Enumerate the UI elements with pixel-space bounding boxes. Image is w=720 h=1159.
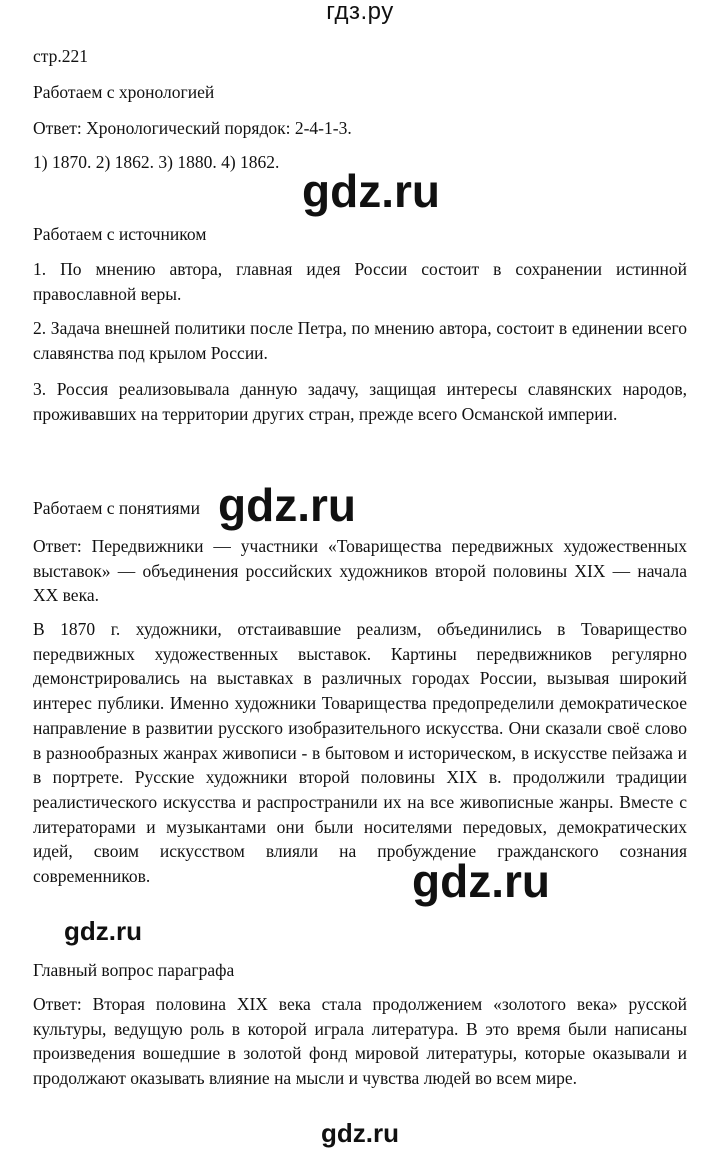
watermark-2: gdz.ru	[218, 479, 356, 531]
chronology-heading: Работаем с хронологией	[33, 82, 215, 102]
chronology-answer: Ответ: Хронологический порядок: 2-4-1-3.	[33, 118, 352, 138]
source-item-2: 2. Задача внешней политики после Петра, по мнению автора, состоит в единении всего славянства под крылом России.	[33, 318, 687, 363]
main-question-heading: Главный вопрос параграфа	[33, 960, 235, 980]
source-heading: Работаем с источником	[33, 224, 207, 244]
watermark-bottom: gdz.ru	[321, 1118, 399, 1148]
concepts-text: В 1870 г. художники, отстаивавшие реализм, объединились в Товарищество передвижных художественных выставок. Картины передвижников регулярно демонстрировались на выставках в различных городах России, вызывая широкий интерес публики. Именно художники Товарищества предопределили демократическое направление в развитии русского изобразительного искусства. Они сказали своё слово в разнообразных жанрах живописи - в бытовом и историческом, в искусстве пейзажа и в портрете. Русские художники второй половины XIX в. продолжили традиции реалистического искусства и распространили их на все живописные жанры. Вместе с литераторами и музыкантами они были носителями передовых, демократических идей, своим искусством влияли на пробуждение гражданского сознания современников.	[33, 619, 687, 887]
watermark-1: gdz.ru	[302, 165, 440, 217]
watermark-3: gdz.ru	[412, 855, 550, 907]
watermark-4: gdz.ru	[64, 916, 142, 946]
source-item-1: 1. По мнению автора, главная идея России состоит в сохранении истинной православной веры.	[33, 259, 687, 304]
watermark-top: гдз.ру	[326, 0, 394, 25]
concepts-heading: Работаем с понятиями	[33, 498, 200, 518]
concepts-answer: Ответ: Передвижники — участники «Товарищества передвижных художественных выставок» — объединения российских художников второй половины XIX — начала XX века.	[33, 536, 687, 606]
main-question-answer: Ответ: Вторая половина XIX века стала продолжением «золотого века» русской культуры, ведущую роль в которой играла литература. В это время были написаны произведения вошедшие в золотой фонд мировой литературы, которые оказывали и продолжают оказывать влияние на мысли и чувства людей во всем мире.	[33, 994, 687, 1089]
page-reference: стр.221	[33, 46, 89, 66]
chronology-dates: 1) 1870. 2) 1862. 3) 1880. 4) 1862.	[33, 152, 280, 172]
source-item-3: 3. Россия реализовывала данную задачу, защищая интересы славянских народов, проживавших на территории других стран, прежде всего Османской империи.	[33, 379, 687, 424]
